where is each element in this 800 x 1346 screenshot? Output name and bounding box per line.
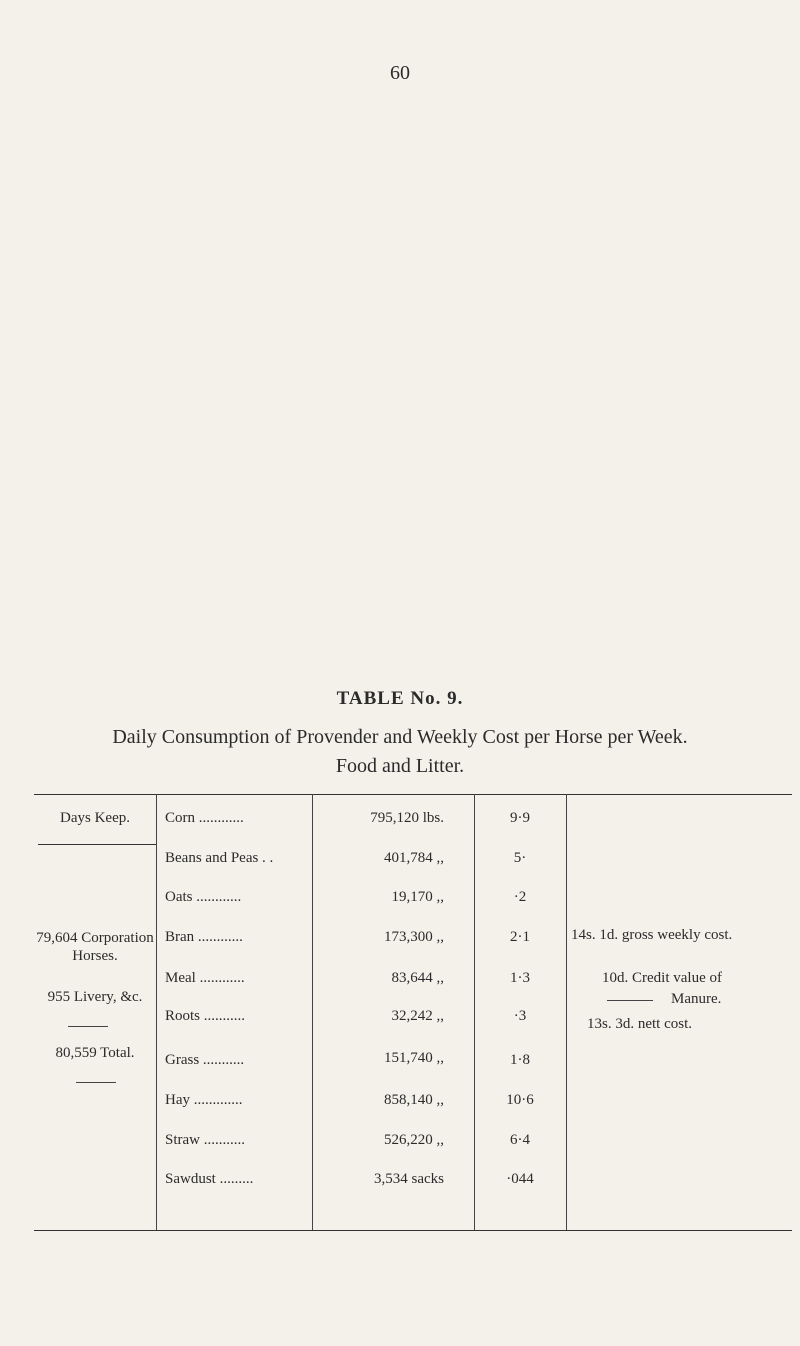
col-divider-rate (566, 794, 567, 1230)
credit-dash (607, 1000, 653, 1001)
header-under-rule (38, 844, 156, 845)
item-name: Roots ........... (165, 1008, 246, 1024)
item-quantity: 32,242 ,, (391, 1008, 444, 1024)
item-quantity: 3,534 sacks (374, 1171, 444, 1187)
item-name: Bran ............ (165, 929, 243, 945)
item-quantity: 526,220 ,, (384, 1132, 444, 1148)
item-per-horse: 6·4 (510, 1132, 530, 1148)
item-quantity: 401,784 ,, (384, 850, 444, 866)
corporation-horses-sub: Horses. (72, 948, 118, 964)
item-quantity: 19,170 ,, (391, 889, 444, 905)
consumption-table (34, 794, 792, 1231)
item-name: Meal ............ (165, 970, 245, 986)
item-name: Hay ............. (165, 1092, 243, 1108)
item-per-horse: ·044 (506, 1171, 534, 1187)
credit-value: 10d. Credit value of (602, 970, 722, 986)
item-quantity: 173,300 ,, (384, 929, 444, 945)
item-name: Corn ............ (165, 810, 244, 826)
item-per-horse: 10·6 (506, 1092, 534, 1108)
item-per-horse: 9·9 (510, 810, 530, 826)
item-per-horse: 5· (513, 850, 527, 866)
page-number: 60 (390, 62, 410, 84)
manure-label: Manure. (671, 991, 722, 1007)
total-rule (76, 1082, 116, 1083)
nett-cost: 13s. 3d. nett cost. (587, 1016, 692, 1032)
total-horses: 80,559 Total. (55, 1045, 135, 1061)
table-subtitle-line1: Daily Consumption of Provender and Weekly Cost per Horse per Week. (112, 726, 688, 748)
item-per-horse: ·3 (513, 1008, 527, 1024)
item-quantity: 151,740 ,, (384, 1050, 444, 1066)
item-per-horse: 1·8 (510, 1052, 530, 1068)
table-title: TABLE No. 9. (336, 688, 464, 709)
item-quantity: 858,140 ,, (384, 1092, 444, 1108)
livery-rule (68, 1026, 108, 1027)
item-name: Sawdust ......... (165, 1171, 254, 1187)
table-top-rule (34, 794, 792, 795)
gross-weekly-cost: 14s. 1d. gross weekly cost. (571, 927, 733, 943)
item-quantity: 795,120 lbs. (370, 810, 444, 826)
col-divider-days (156, 794, 157, 1230)
item-name: Straw ........... (165, 1132, 245, 1148)
table-subtitle-line2: Food and Litter. (335, 755, 465, 777)
item-per-horse: 1·3 (510, 970, 530, 986)
col-divider-item (312, 794, 313, 1230)
item-per-horse: 2·1 (510, 929, 530, 945)
item-per-horse: ·2 (513, 889, 527, 905)
item-name: Beans and Peas . . (165, 850, 274, 866)
livery-horses: 955 Livery, &c. (47, 989, 143, 1005)
item-quantity: 83,644 ,, (391, 970, 444, 986)
item-name: Oats ............ (165, 889, 242, 905)
days-keep-header: Days Keep. (60, 810, 130, 826)
item-name: Grass ........... (165, 1052, 245, 1068)
corporation-horses: 79,604 Corporation (36, 930, 154, 946)
table-bottom-rule (34, 1230, 792, 1231)
